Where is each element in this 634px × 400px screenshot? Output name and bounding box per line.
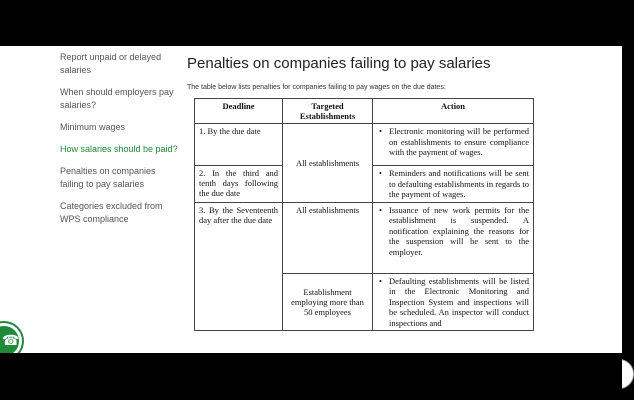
chat-icon: ☎ — [2, 332, 20, 348]
deadline-cell: 3. By the Seventeenth day after the due date — [195, 202, 283, 331]
column-header-target: Targeted Establishments — [283, 99, 373, 124]
table-row — [195, 202, 534, 273]
action-cell — [373, 166, 534, 203]
letterbox-bottom — [0, 353, 622, 400]
sidebar-item-minimum-wages[interactable]: Minimum wages — [60, 122, 126, 132]
action-cell — [373, 273, 534, 331]
action-cell — [373, 124, 534, 166]
page-content — [0, 46, 622, 353]
sidebar-item-how-paid[interactable]: How salaries should be paid? — [60, 144, 178, 154]
table-header-row — [195, 99, 534, 124]
action-text: • Electronic monitoring will be performed on establishments to ensure compliance with the payment of wages. — [389, 126, 529, 158]
sidebar-item-penalties[interactable]: Penalties on companies failing to pay salaries — [60, 166, 156, 189]
sidebar-item-report-unpaid[interactable]: Report unpaid or delayed salaries — [60, 52, 162, 75]
action-text: • Reminders and notifications will be sent to defaulting establishments in regards to the payment of wages. — [389, 168, 529, 200]
sidebar-nav — [60, 51, 180, 235]
sidebar-item-when-pay[interactable]: When should employers pay salaries? — [60, 87, 174, 110]
column-header-deadline: Deadline — [195, 99, 283, 124]
action-text: • Issuance of new work permits for the establishment is suspended. A notification explaining the reasons for the suspension will be sent to the employer. — [389, 205, 529, 258]
target-cell: All establishments — [283, 202, 373, 273]
deadline-cell: 1. By the due date — [195, 124, 283, 166]
intro-text: The table below lists penalties for companies failing to pay wages on the due dates: — [187, 84, 446, 91]
column-header-action: Action — [373, 99, 534, 124]
action-text: • Defaulting establishments will be listed in the Electronic Monitoring and Inspection System and inspections will be scheduled. An inspector will conduct inspections and — [389, 276, 529, 329]
target-cell: Establishment employing more than 50 employees — [283, 273, 373, 331]
letterbox-top — [0, 0, 622, 46]
action-cell — [373, 202, 534, 273]
penalties-table — [194, 98, 534, 331]
sidebar-item-excluded-categories[interactable]: Categories excluded from WPS compliance — [60, 201, 163, 224]
page-title: Penalties on companies failing to pay salaries — [187, 55, 491, 72]
deadline-cell: 2. In the third and tenth days following the due date — [195, 166, 283, 203]
table-row — [195, 124, 534, 166]
target-cell: All establishments — [283, 124, 373, 203]
